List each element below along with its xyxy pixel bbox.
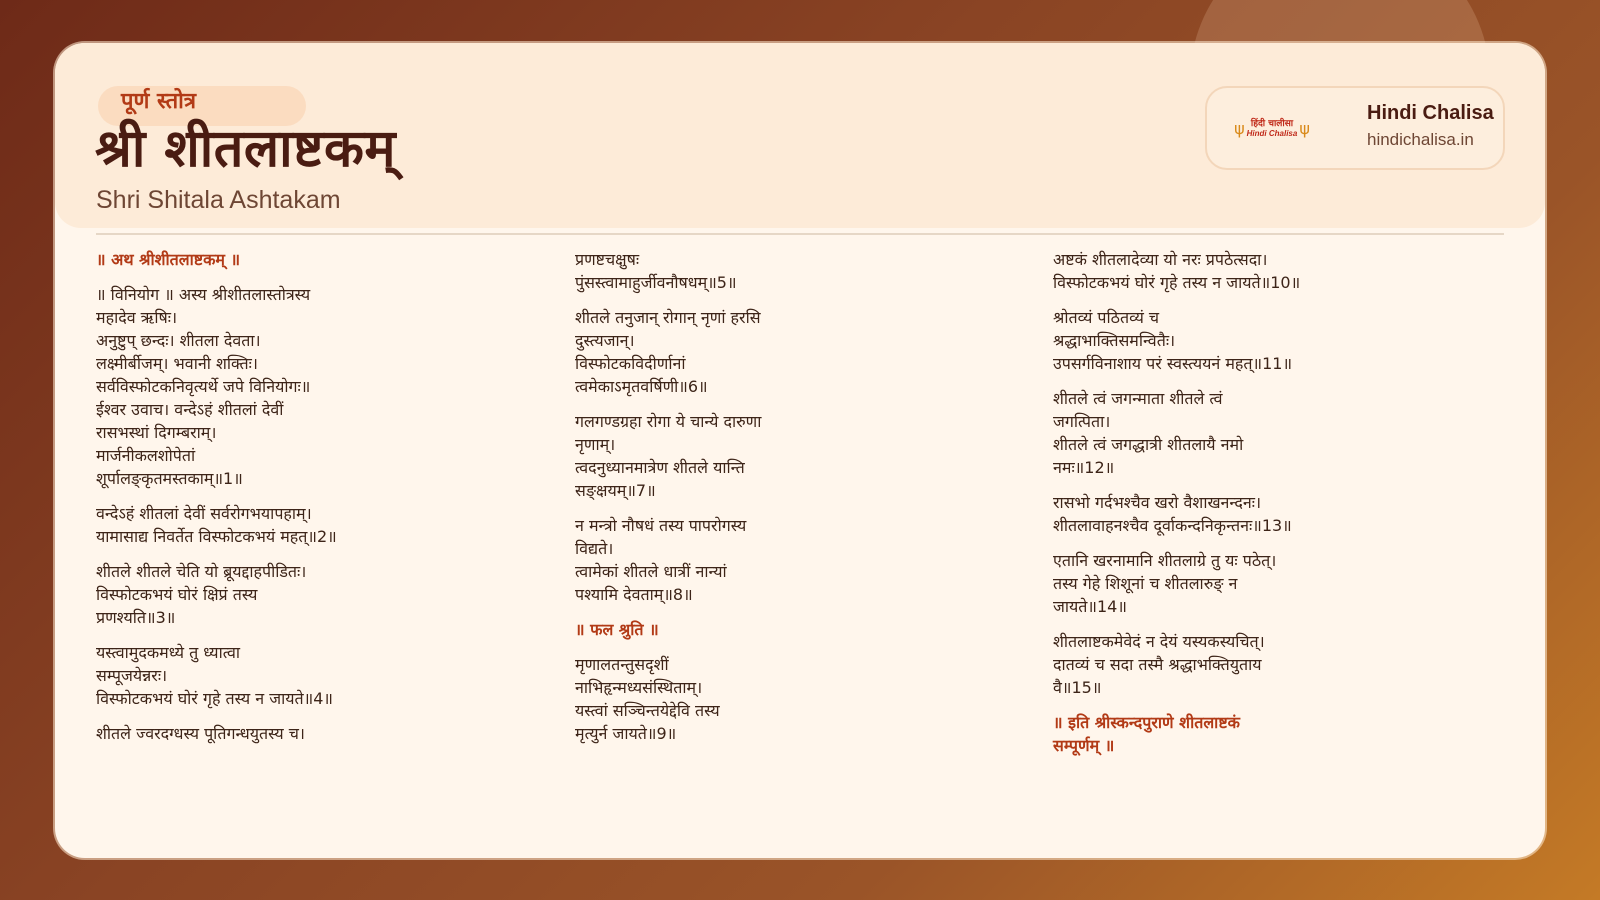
verse-column-2: [575, 248, 1015, 757]
verse-line: शीतले त्वं जगन्माता शीतले त्वं: [1053, 389, 1223, 408]
brand-url[interactable]: hindichalisa.in: [1367, 130, 1474, 149]
verse-line: शीतले त्वं जगद्धात्री शीतलायै नमो: [1053, 435, 1244, 454]
verse-line: रासभस्थां दिगम्बराम्।: [96, 423, 217, 442]
verse-line: सम्पूर्णम् ॥: [1053, 736, 1115, 755]
verse-line: श्रोतव्यं पठितव्यं च: [1053, 308, 1160, 327]
verse-line: रासभो गर्दभश्चैव खरो वैशाखनन्दनः।: [1053, 493, 1262, 512]
verse-line: विद्यते।: [575, 539, 614, 558]
verse-line: ॥ अथ श्रीशीतलाष्टकम् ॥: [96, 250, 241, 269]
verse-line: शीतलाष्टकमेवेदं न देयं यस्यकस्यचित्।: [1053, 632, 1265, 651]
verse-line: अनुष्टुप् छन्दः। शीतला देवता।: [96, 331, 261, 350]
verse-block: [1053, 630, 1493, 699]
verse-block: [575, 514, 1015, 606]
verse-line: त्वामेकां शीतले धात्रीं नान्यां: [575, 562, 727, 581]
verse-line: ॥ फल श्रुति ॥: [575, 620, 659, 639]
verse-line: न मन्त्रो नौषधं तस्य पापरोगस्य: [575, 516, 747, 535]
page-title-english: Shri Shitala Ashtakam: [96, 186, 341, 214]
verse-line: नाभिहृन्मध्यसंस्थिताम्।: [575, 678, 703, 697]
verse-line: दातव्यं च सदा तस्मै श्रद्धाभक्तियुताय: [1053, 655, 1262, 674]
verse-line: विस्फोटकविदीर्णानां: [575, 354, 686, 373]
verse-line: शीतलावाहनश्चैव दूर्वाकन्दनिकृन्तनः॥13॥: [1053, 516, 1292, 535]
section-heading: [575, 618, 1015, 641]
trident-icon: ψ: [1299, 119, 1310, 138]
verse-line: ॥ इति श्रीस्कन्दपुराणे शीतलाष्टकं: [1053, 713, 1240, 732]
verse-line: यामासाद्य निवर्तेत विस्फोटकभयं महत्॥2॥: [96, 527, 337, 546]
verse-block: [1053, 549, 1493, 618]
verse-line: नृणाम्।: [575, 435, 616, 454]
verse-block: [575, 410, 1015, 502]
brand-badge[interactable]: [1205, 86, 1505, 170]
verse-block: [575, 306, 1015, 398]
verse-line: त्वदनुध्यानमात्रेण शीतले यान्ति: [575, 458, 745, 477]
verse-line: तस्य गेहे शिशूनां च शीतलारुङ् न: [1053, 574, 1238, 593]
verse-line: ईश्वर उवाच। वन्देऽहं शीतलां देवीं: [96, 400, 284, 419]
verse-line: महादेव ऋषिः।: [96, 308, 178, 327]
verse-line: यस्त्वां सञ्चिन्तयेद्देवि तस्य: [575, 701, 720, 720]
verse-block: [1053, 491, 1493, 537]
verse-column-3: [1053, 248, 1493, 769]
verse-block: [96, 641, 516, 710]
page-subtitle: पूर्ण स्तोत्र: [121, 89, 197, 114]
verse-block: [96, 502, 516, 548]
verse-line: सर्वविस्फोटकनिवृत्यर्थे जपे विनियोगः॥: [96, 377, 311, 396]
verse-line: जायते॥14॥: [1053, 597, 1127, 616]
section-heading: [1053, 711, 1493, 757]
verse-line: शूर्पालङ्कृतमस्तकाम्॥1॥: [96, 469, 243, 488]
verse-line: प्रणष्टचक्षुषः: [575, 250, 640, 269]
verse-block: [1053, 248, 1493, 294]
verse-line: विस्फोटकभयं घोरं गृहे तस्य न जायते॥10॥: [1053, 273, 1301, 292]
verse-line: गलगण्डग्रहा रोगा ये चान्ये दारुणा: [575, 412, 762, 431]
verse-line: विस्फोटकभयं घोरं क्षिप्रं तस्य: [96, 585, 258, 604]
header-band: [55, 43, 1545, 228]
verse-block: [96, 722, 516, 745]
stotra-card: [55, 43, 1545, 858]
verse-line: सम्पूजयेन्नरः।: [96, 666, 168, 685]
page-title: श्री शीतलाष्टकम्: [95, 119, 396, 179]
verse-line: पुंसस्त्वामाहुर्जीवनौषधम्॥5॥: [575, 273, 737, 292]
verse-line: नमः॥12॥: [1053, 458, 1115, 477]
verse-line: प्रणश्यति॥3॥: [96, 608, 176, 627]
verse-line: ॥ विनियोग ॥ अस्य श्रीशीतलास्तोत्रस्य: [96, 285, 311, 304]
verse-line: एतानि खरनामानि शीतलाग्रे तु यः पठेत्।: [1053, 551, 1277, 570]
verse-line: विस्फोटकभयं घोरं गृहे तस्य न जायते॥4॥: [96, 689, 333, 708]
verse-line: जगत्पिता।: [1053, 412, 1111, 431]
logo-text-hindi: हिंदी चालीसा: [1250, 119, 1294, 130]
verse-line: वै॥15॥: [1053, 678, 1102, 697]
verse-line: शीतले ज्वरदग्धस्य पूतिगन्धयुतस्य च।: [96, 724, 305, 743]
brand-name: Hindi Chalisa: [1367, 102, 1494, 124]
verse-line: पश्यामि देवताम्॥8॥: [575, 585, 693, 604]
verse-line: मृणालतन्तुसदृशीं: [575, 655, 669, 674]
logo-text-english: Hindi Chalisa: [1246, 128, 1298, 138]
verse-line: दुस्त्यजान्।: [575, 331, 635, 350]
section-heading: [96, 248, 516, 271]
verse-block: [1053, 387, 1493, 479]
verse-block: [1053, 306, 1493, 375]
verse-line: वन्देऽहं शीतलां देवीं सर्वरोगभयापहाम्।: [96, 504, 312, 523]
verse-block: [575, 653, 1015, 745]
verse-block: [96, 283, 516, 490]
verse-block: [575, 248, 1015, 294]
verse-block: [96, 560, 516, 629]
verse-line: मार्जनीकलशोपेतां: [96, 446, 196, 465]
verse-line: त्वमेकाऽमृतवर्षिणी॥6॥: [575, 377, 708, 396]
verse-line: श्रद्धाभाक्तिसमन्वितैः।: [1053, 331, 1176, 350]
verse-line: शीतले शीतले चेति यो ब्रूयद्दाहपीडितः।: [96, 562, 307, 581]
divider: [96, 233, 1504, 235]
verse-column-1: [96, 248, 516, 757]
verse-line: यस्त्वामुदकमध्ये तु ध्यात्वा: [96, 643, 241, 662]
trident-icon: ψ: [1234, 119, 1245, 138]
verse-line: शीतले तनुजान् रोगान् नृणां हरसि: [575, 308, 761, 327]
verse-line: सङ्क्षयम्॥7॥: [575, 481, 656, 500]
verse-line: उपसर्गविनाशाय परं स्वस्त्ययनं महत्॥11॥: [1053, 354, 1293, 373]
verse-line: लक्ष्मीर्बीजम्। भवानी शक्तिः।: [96, 354, 258, 373]
verse-line: अष्टकं शीतलादेव्या यो नरः प्रपठेत्सदा।: [1053, 250, 1268, 269]
hindi-chalisa-logo: [1225, 114, 1319, 144]
verse-line: मृत्युर्न जायते॥9॥: [575, 724, 677, 743]
